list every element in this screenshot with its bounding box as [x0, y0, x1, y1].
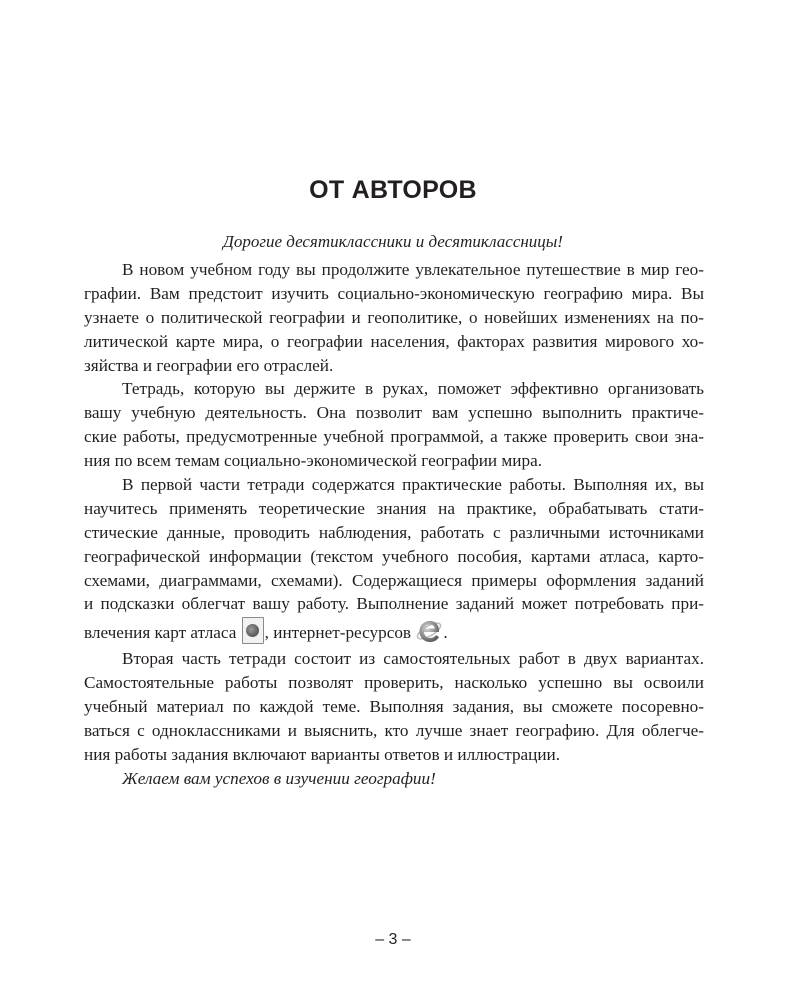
atlas-icon	[242, 617, 264, 644]
text-line: графии. Вам предстоит изучить социально-экономическую географию мира. Вы	[84, 283, 704, 303]
page-number: – 3 –	[375, 931, 411, 948]
text-fragment: влечения карт атласа	[84, 623, 241, 643]
text-line: учебный материал по каждой теме. Выполняя задания, вы сможете посоревно-	[84, 697, 704, 717]
text-line: ния по всем темам социально-экономической географии мира.	[84, 451, 542, 471]
text-line: В новом учебном году вы продолжите увлекательное путешествие в мир гео-	[122, 260, 704, 279]
page-title: ОТ АВТОРОВ	[309, 176, 477, 204]
internet-explorer-icon	[415, 616, 443, 644]
text-line: ские работы, предусмотренные учебной программой, а также проверить свои зна-	[84, 427, 704, 447]
text-line-with-icons	[84, 616, 704, 647]
text-line: стические данные, проводить наблюдения, работать с различными источниками	[84, 522, 704, 542]
text-line: вашу учебную деятельность. Она позволит вам успешно выполнить практиче-	[84, 403, 704, 423]
text-line: Тетрадь, которую вы держите в руках, поможет эффективно организовать	[122, 379, 704, 399]
text-fragment: .	[443, 623, 448, 643]
closing-wish: Желаем вам успехов в изучении географии!	[122, 768, 436, 788]
text-line: географической информации (текстом учебного пособия, картами атласа, карто-	[84, 546, 704, 566]
greeting: Дорогие десятиклассники и десятиклассницы!	[223, 232, 563, 251]
text-line: Самостоятельные работы позволят проверить, насколько успешно вы освоили	[84, 673, 704, 693]
text-fragment: , интернет-ресурсов	[264, 623, 416, 643]
text-line: и подсказки облегчат вашу работу. Выполнение заданий может потребовать при-	[84, 594, 704, 614]
text-line: Вторая часть тетради состоит из самостоятельных работ в двух вариантах.	[122, 649, 704, 669]
text-line: схемами, диаграммами, схемами). Содержащиеся примеры оформления заданий	[84, 570, 704, 590]
text-line: научитесь применять теоретические знания на практике, обрабатывать стати-	[84, 498, 704, 518]
text-line: зяйства и географии его отраслей.	[84, 355, 334, 375]
text-line: узнаете о политической географии и геополитике, о новейших изменениях на по-	[84, 307, 704, 327]
text-line: ния работы задания включают варианты ответов и иллюстрации.	[84, 744, 561, 764]
body-text	[84, 258, 704, 791]
text-line: В первой части тетради содержатся практические работы. Выполняя их, вы	[122, 475, 704, 495]
text-line: ваться с одноклассниками и выяснить, кто лучше знает географию. Для облегче-	[84, 721, 704, 741]
text-line: литической карте мира, о географии населения, факторах развития мирового хо-	[84, 331, 704, 351]
